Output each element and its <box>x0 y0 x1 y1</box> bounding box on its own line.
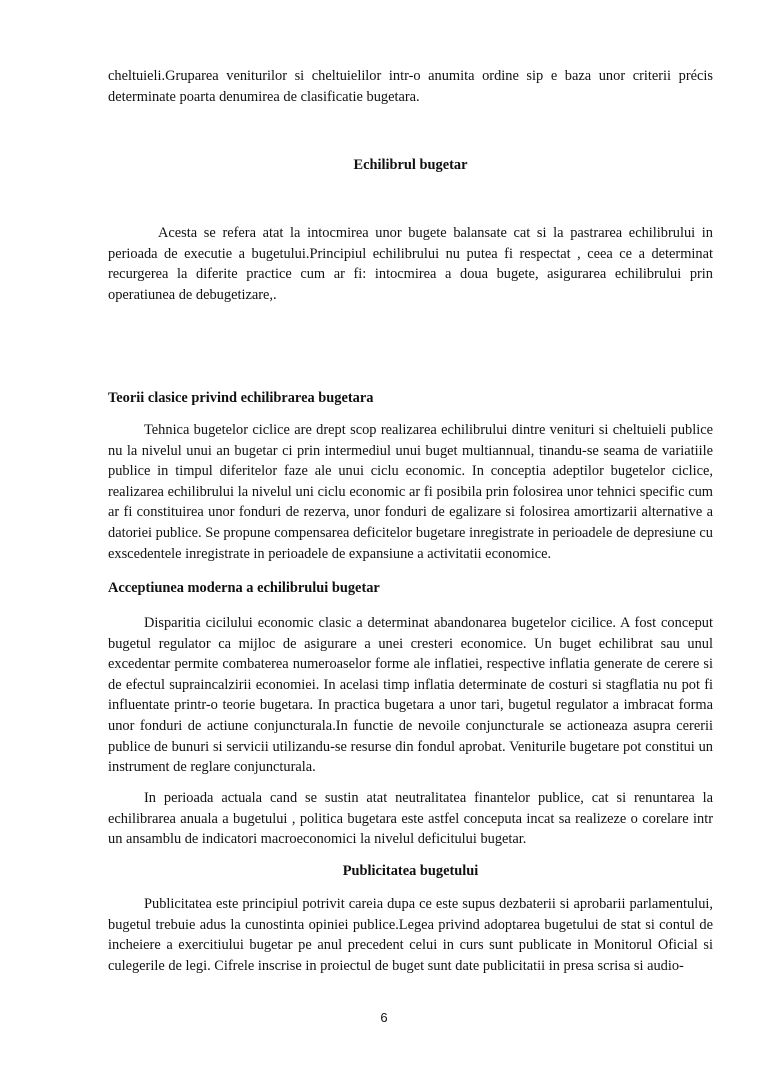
paragraph-perioada-actuala: In perioada actuala cand se sustin atat neutralitatea finantelor publice, cat si renuntarea la echilibrarea anuala a bugetului , politica bugetara este astfel conceputa incat sa realizeze o corelare intr un ansamblu de indicatori macroeconomici la nivelul deficitului bugetar. <box>108 790 713 848</box>
heading-acceptiunea-moderna: Acceptiunea moderna a echilibrului bugetar <box>108 580 380 596</box>
paragraph-intro: cheltuieli.Gruparea veniturilor si cheltuielilor intr-o anumita ordine sip e baza unor criterii précis determinate poarta denumirea de clasificatie bugetara. <box>108 68 713 105</box>
paragraph-teorii: Tehnica bugetelor ciclice are drept scop realizarea echilibrului dintre venituri si cheltuieli publice nu la nivelul unui an bugetar ci prin intermediul unui buget multiannual, tinandu-se seama de variatiile publice in timpul diferitelor faze ale unui ciclu economic. In conceptia adeptilor bugetelor ciclice, realizarea echilibrului la nivelul uni ciclu economic ar fi posibila prin folosirea unor tehnici specific cum ar fi constituirea unor fonduri de rezerva, unor fonduri de egalizare si folosirea amortizarii alternative a datoriei publice. Se propune compensarea deficitelor bugetare inregistrate in perioadele de depresiune cu exscedentele inregistrate in perioadele de expansiune a activitatii economice. <box>108 422 713 562</box>
page-number: 6 <box>380 1010 388 1025</box>
heading-echilibrul-bugetar: Echilibrul bugetar <box>353 157 468 173</box>
paragraph-echilibrul: Acesta se refera atat la intocmirea unor bugete balansate cat si la pastrarea echilibrului in perioada de executie a bugetului.Principiul echilibrului nu putea fi respectat , ceea ce a determinat recurgerea la diferite practice cum ar fi: intocmirea a doua bugete, asigurarea echilibrului prin operatiunea de debugetizare,. <box>108 225 713 303</box>
heading-teorii-clasice: Teorii clasice privind echilibrarea bugetara <box>108 390 374 406</box>
paragraph-acceptiunea: Disparitia cicilului economic clasic a determinat abandonarea bugetelor cicilice. A fost conceput bugetul regulator ca mijloc de asigurare a unei cresteri economice. Un buget echilibrat sau unul excedentar permite combaterea numeroaselor forme ale inflatiei, respective inflatia generate de cerere si de efectul supraincalzirii economiei. In acelasi timp inflatia determinate de costuri si stagflatia nu pot fi influentate printr-o teorie bugetara. In practica bugetara a unor tari, bugetul regulator a imbracat forma unor fonduri de actiune conjuncturala.In functie de nevoile conjuncturale se actioneaza asupra cererii publice de bunuri si servicii utilizandu-se resurse din fondul aprobat. Veniturile bugetare pot constitui un instrument de reglare conjuncturala. <box>108 615 713 776</box>
paragraph-publicitatea: Publicitatea este principiul potrivit careia dupa ce este supus dezbaterii si aprobarii parlamentului, bugetul trebuie adus la cunostinta opiniei publice.Legea privind adoptarea bugetului de stat si contul de incheiere a exercitiului bugetar pe anul precedent celui in curs sunt publicate in Monitorul Oficial si culegerile de legi. Cifrele inscrise in proiectul de buget sunt date publicitatii in presa scrisa si audio- <box>108 896 713 974</box>
heading-publicitatea-bugetului: Publicitatea bugetului <box>342 863 479 879</box>
